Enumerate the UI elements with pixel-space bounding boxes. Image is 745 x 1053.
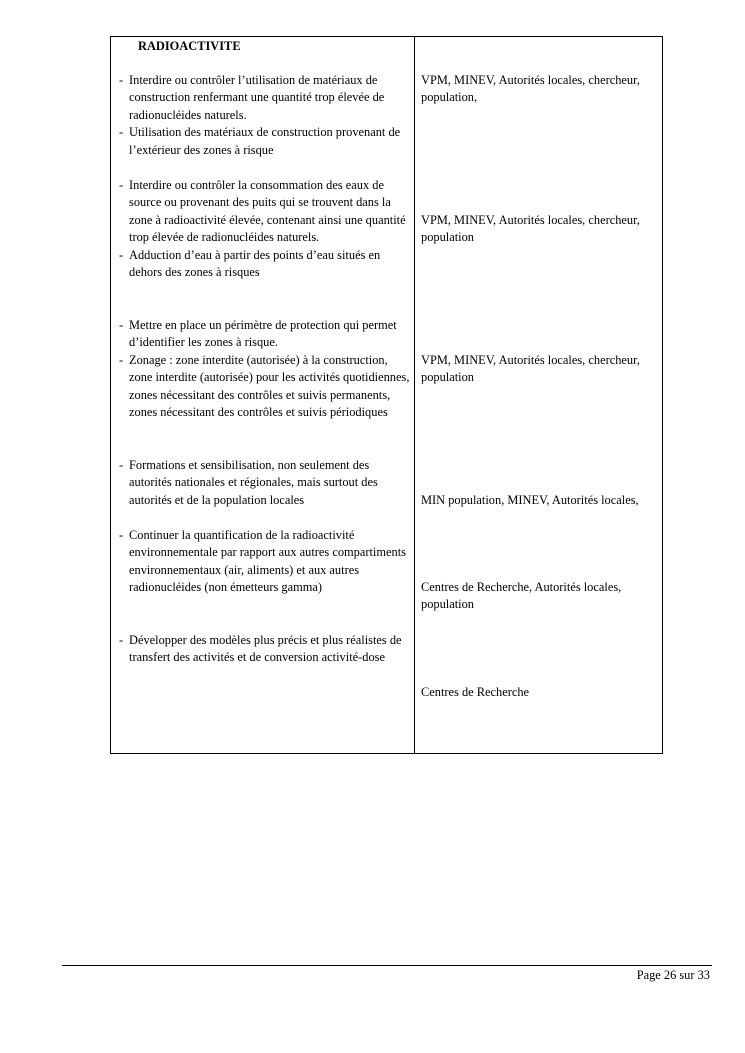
action-item: - Mettre en place un périmètre de protection qui permet d’identifier les zones à risque. [119,318,397,350]
page-number: Page 26 sur 33 [636,968,710,982]
action-item: - Formations et sensibilisation, non seulement des autorités nationales et régionales, mais surtout des autorités et de la population locales [119,458,378,507]
row-3-actions [119,317,411,421]
table-heading: RADIOACTIVITE [138,39,241,53]
column-divider [414,37,415,753]
footer-rule [62,965,712,966]
action-item: - Interdire ou contrôler la consommation des eaux de source ou provenant des puits qui se trouvent dans la zone à radioactivité élevée, contenant ainsi une quantité trop élevée de radionucléides naturels. [119,178,406,245]
action-item: - Utilisation des matériaux de construction provenant de l’extérieur des zones à risque [119,125,401,157]
row-5-actions [119,527,411,597]
row-4-actions [119,457,411,509]
row-2-responsible: VPM, MINEV, Autorités locales, chercheur, population [421,213,640,245]
row-4-responsible: MIN population, MINEV, Autorités locales, [421,493,639,507]
row-1-actions [119,72,411,159]
action-item: - Zonage : zone interdite (autorisée) à la construction, zone interdite (autorisée) pour les activités quotidiennes, zones nécessitant des contrôles et suivis permanents, zones nécessitant des contrôles et suivis périodiques [119,352,410,420]
row-3-responsible: VPM, MINEV, Autorités locales, chercheur, population [421,353,640,385]
action-table [110,36,663,754]
row-6-actions [119,632,411,667]
action-item: - Continuer la quantification de la radioactivité environnementale par rapport aux autres compartiments environnementaux (air, aliments) et aux autres radionucléides (non émetteurs gamma) [119,528,406,595]
row-1-responsible: VPM, MINEV, Autorités locales, chercheur, population, [421,73,640,105]
action-item: - Adduction d’eau à partir des points d’eau situés en dehors des zones à risques [119,247,381,280]
action-item: - Interdire ou contrôler l’utilisation de matériaux de construction renfermant une quantité trop élevée de radionucléides naturels. [119,73,385,122]
action-item: - Développer des modèles plus précis et plus réalistes de transfert des activités et de conversion activité-dose [119,633,402,665]
row-5-responsible: Centres de Recherche, Autorités locales, population [421,580,622,612]
row-6-responsible: Centres de Recherche [421,685,530,699]
row-2-actions [119,177,411,281]
